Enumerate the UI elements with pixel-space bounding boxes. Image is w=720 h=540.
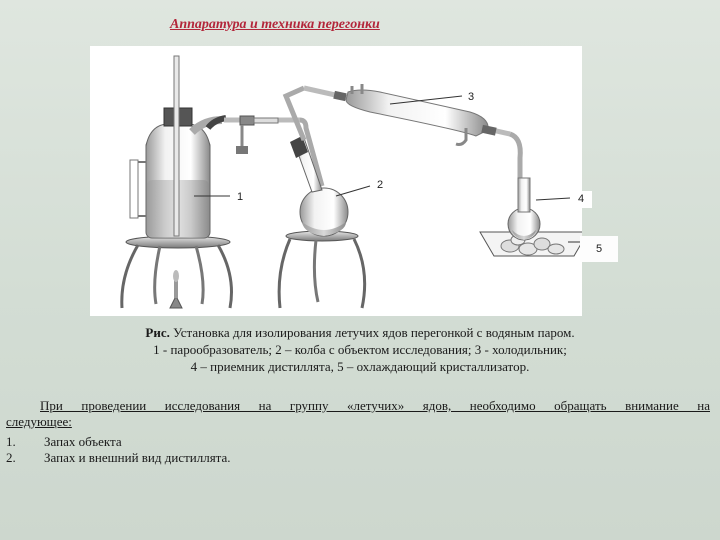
list-item-number: 1. <box>6 434 16 449</box>
label-3: 3 <box>468 91 475 103</box>
figure-caption <box>110 324 610 375</box>
label-5: 5 <box>580 236 618 262</box>
label-4: 4 <box>570 191 592 208</box>
list-item-number: 2. <box>6 450 16 465</box>
list-item <box>6 434 231 450</box>
caption-line-1: Установка для изолирования летучих ядов перегонкой с водяным паром. <box>173 325 575 340</box>
label-2: 2 <box>377 179 384 191</box>
apparatus-drawing <box>90 46 582 316</box>
caption-line-2: 1 - парообразователь; 2 – колба с объектом исследования; 3 - холодильник; <box>153 342 567 357</box>
intro-line-2: следующее: <box>6 414 72 429</box>
intro-line-1: При проведении исследования на группу «летучих» ядов, необходимо обращать внимание на <box>40 398 710 413</box>
apparatus-figure <box>90 46 582 316</box>
caption-prefix: Рис. <box>145 325 170 340</box>
list-item <box>6 450 231 466</box>
label-1: 1 <box>237 191 244 203</box>
caption-line-3: 4 – приемник дистиллята, 5 – охлаждающий кристаллизатор. <box>190 359 530 374</box>
steam-generator <box>122 56 232 308</box>
condenser <box>304 84 520 186</box>
intro-paragraph <box>6 398 710 430</box>
receiver-and-bath <box>480 178 582 256</box>
list-item-text: Запах объекта <box>44 434 122 449</box>
list-item-text: Запах и внешний вид дистиллята. <box>44 450 231 465</box>
criteria-list <box>6 434 231 466</box>
slide-title: Аппаратура и техника перегонки <box>170 17 380 32</box>
